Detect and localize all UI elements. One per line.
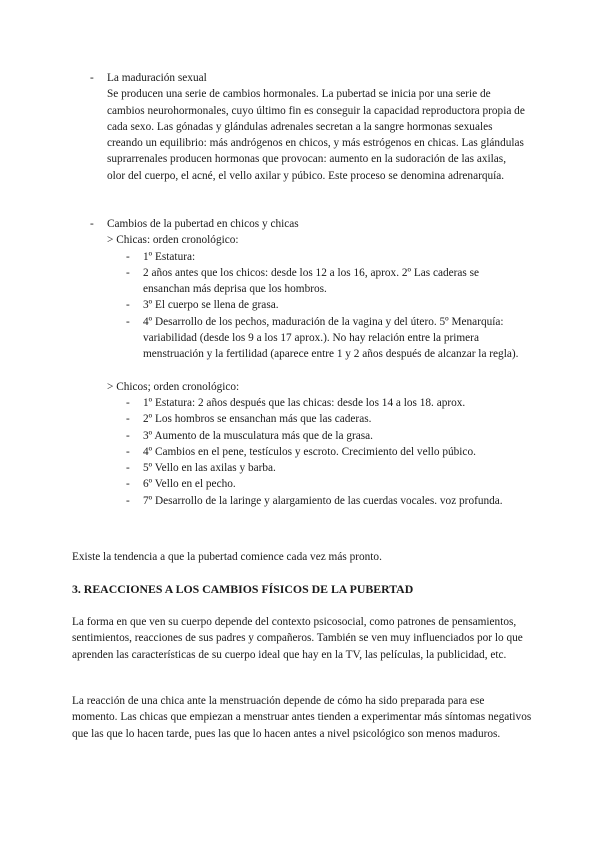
list-marker: - xyxy=(126,494,130,507)
list-marker: - xyxy=(126,396,130,409)
list-item: - 2º Los hombros se ensanchan más que las caderas. xyxy=(107,411,527,427)
list-marker: - xyxy=(126,266,130,279)
chicas-heading: > Chicas: orden cronológico: xyxy=(107,234,239,247)
list-item: - 1º Estatura: xyxy=(107,249,527,265)
list-marker: - xyxy=(126,445,130,458)
list-marker: - xyxy=(126,250,130,263)
list-item: - 4º Cambios en el pene, testículos y escroto. Crecimiento del vello púbico. xyxy=(107,444,527,460)
list-item: - 1º Estatura: 2 años después que las chicas: desde los 14 a los 18. aprox. xyxy=(107,395,527,411)
cambios-title: Cambios de la pubertad en chicos y chicas xyxy=(107,218,299,230)
list-marker: - xyxy=(126,299,130,312)
bullet-dash: - xyxy=(90,218,94,230)
list-item: - 2 años antes que los chicos: desde los 12 a los 16, aprox. 2º Las caderas se ensanchan más deprisa que los hombros. xyxy=(126,266,480,296)
list-item: - 7º Desarrollo de la laringe y alargamiento de las cuerdas vocales. voz profunda. xyxy=(107,493,527,509)
list-item: - 3º El cuerpo se llena de grasa. xyxy=(107,297,527,313)
section-3-paragraph-1: La forma en que ven su cuerpo depende del contexto psicosocial, como patrones de pensamientos, sentimientos, reacciones de sus padres y compañeros. También se ven muy influenciados por lo que aprenden las características de su cuerpo ideal que hay en la TV, las películas, la publicidad, etc. xyxy=(72,616,523,661)
list-marker: - xyxy=(126,413,130,426)
list-item: - 6º Vello en el pecho. xyxy=(107,476,527,492)
section-3-paragraph-2: La reacción de una chica ante la menstruación depende de cómo ha sido preparada para ese momento. Las chicas que empiezan a menstruar antes tienden a experimentar más síntomas negativos que las que lo hacen tarde, pues las que lo hacen antes a nivel psicológico son menos maduros. xyxy=(72,695,532,740)
chicos-heading: > Chicos; orden cronológico: xyxy=(107,380,240,393)
list-marker: - xyxy=(126,315,130,328)
chicos-list xyxy=(107,395,527,509)
list-item: - 3º Aumento de la musculatura más que de la grasa. xyxy=(107,428,527,444)
maduracion-title: La maduración sexual xyxy=(107,72,207,84)
maduracion-section xyxy=(107,70,527,184)
tendencia-paragraph: Existe la tendencia a que la pubertad comience cada vez más pronto. xyxy=(72,551,382,563)
list-marker: - xyxy=(126,478,130,491)
section-3-heading: 3. REACCIONES A LOS CAMBIOS FÍSICOS DE LA PUBERTAD xyxy=(72,582,414,596)
list-item: - 5º Vello en las axilas y barba. xyxy=(107,460,527,476)
cambios-section xyxy=(107,216,527,509)
list-marker: - xyxy=(126,462,130,475)
list-marker: - xyxy=(126,429,130,442)
bullet-dash: - xyxy=(90,72,94,84)
chicas-list xyxy=(107,249,527,363)
list-item: - 4º Desarrollo de los pechos, maduración de la vagina y del útero. 5º Menarquía: variabilidad (desde los 9 a los 17 aprox.). No hay relación entre la primera menstruación y la fertilidad (aparece entre 1 y 2 años después de alcanzar la regla). xyxy=(126,315,519,361)
maduracion-body: Se producen una serie de cambios hormonales. La pubertad se inicia por una serie de cambios neurohormonales, cuyo último fin es conseguir la capacidad reproductora propia de cada sexo. Las gónadas y glándulas adrenales secretan a la sangre hormonas sexuales creando un equilibrio: más andrógenos en chicos, y más estrógenos en chicas. Las glándulas suprarrenales producen hormonas que provocan: aumento en la sudoración de las axilas, olor del cuerpo, el acné, el vello axilar y púbico. Este proceso se denomina adrenarquía. xyxy=(107,88,525,182)
